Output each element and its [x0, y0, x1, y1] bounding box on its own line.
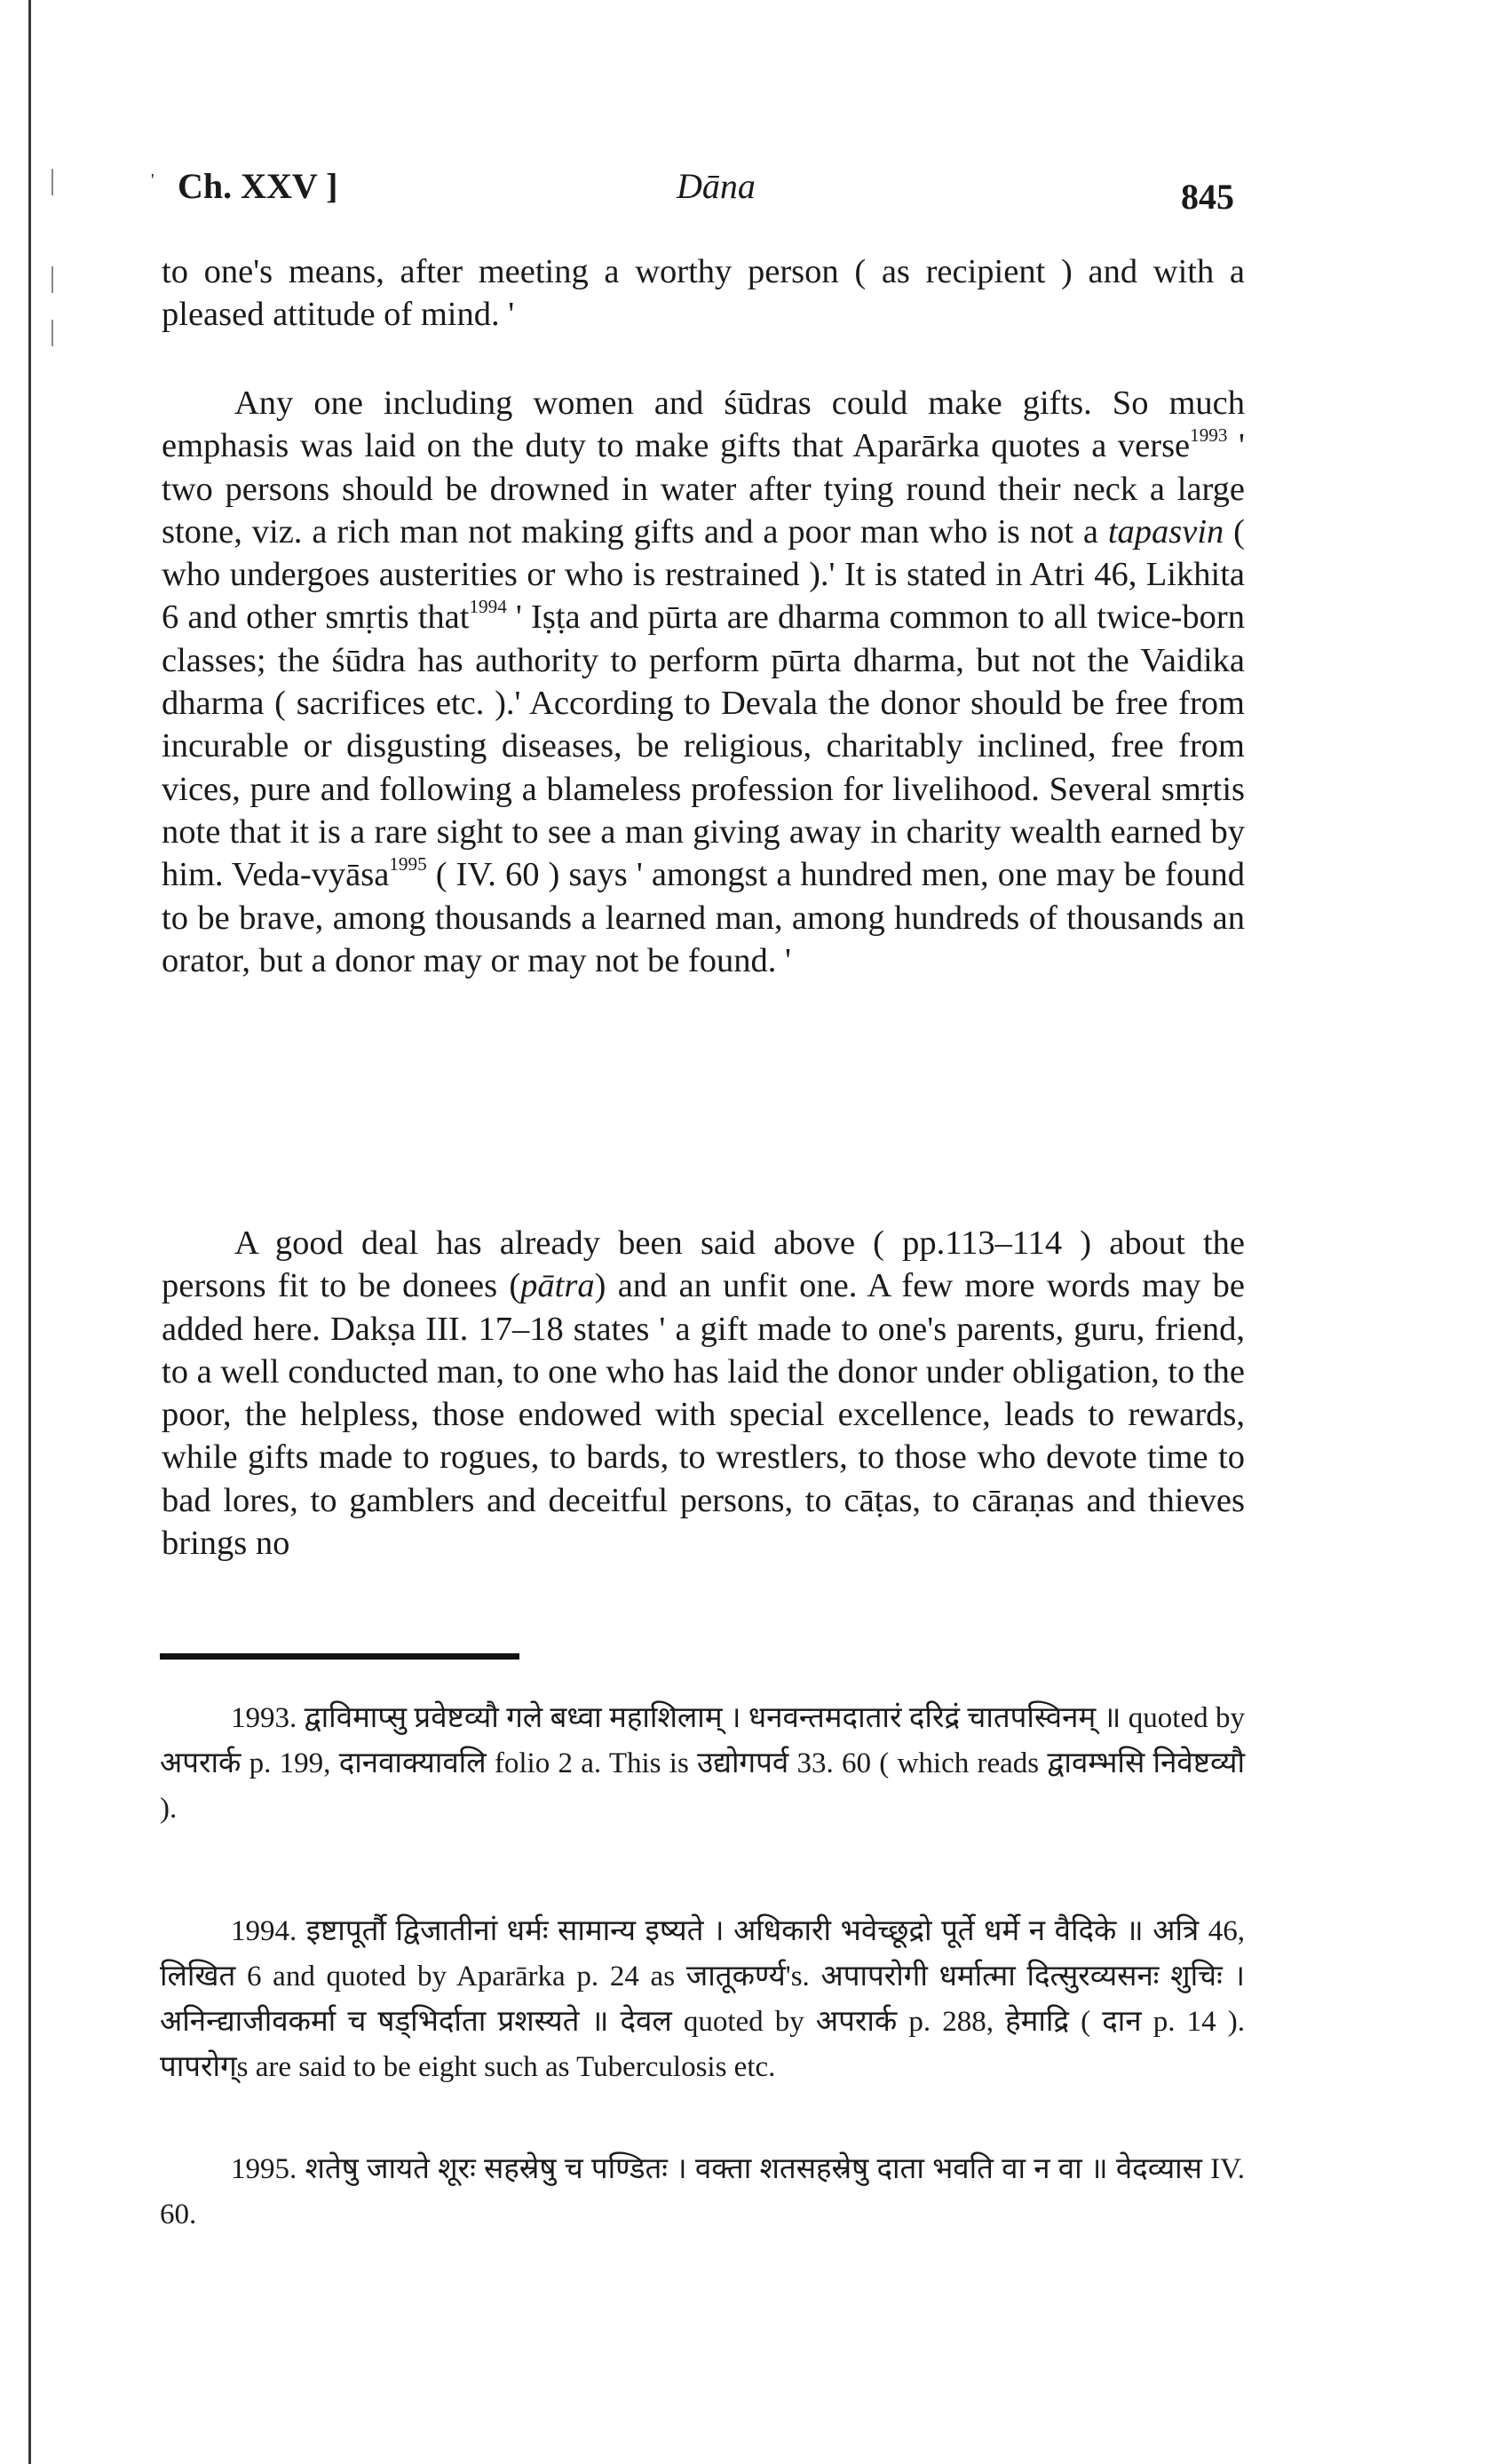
footnote-ref-1993[interactable]: 1993	[1190, 424, 1228, 447]
footnote-body: इष्टापूर्तौ द्विजातीनां धर्मः सामान्य इष्यते । अधिकारी भवेच्छूद्रो पूर्ते धर्मे न वैदिके ॥ अत्रि 46, लिखित 6 and quoted by Aparārka p. 24 as जातूकर्ण्य's. अपापरोगी धर्मात्मा दित्सुरव्यसनः शुचिः । अनिन्द्याजीवकर्मा च षड्भिर्दाता प्रशस्यते ॥ देवल quoted by अपरार्क p. 288, हेमाद्रि ( दान p. 14 ). पापरोग्s are said to be eight such as Tuberculosis etc.	[160, 1915, 1246, 2083]
footnote-number: 1993.	[231, 1702, 297, 1734]
page-number: 845	[1181, 177, 1234, 217]
chapter-label: Ch. XXV ]	[178, 166, 338, 206]
header-tick-mark: '	[151, 170, 154, 190]
footnote-text	[160, 1696, 1245, 1832]
margin-mark	[51, 169, 53, 195]
footnote-body: शतेषु जायते शूरः सहस्रेषु च पण्डितः । वक्ता शतसहस्रेषु दाता भवति वा न वा ॥ वेदव्यास IV. 60.	[160, 2153, 1245, 2230]
intro-paragraph	[162, 250, 1245, 337]
paragraph-gifts	[162, 382, 1245, 982]
text-run: ' two persons should be drowned in water after tying round their neck a large stone, viz. a rich man not making gifts and a poor man who is not a	[162, 427, 1245, 551]
text-run: ( who undergoes austerities or who is restrained ).' It is stated in Atri 46, Likhita 6 and other smṛtis that	[162, 512, 1245, 637]
footnote-body: द्वाविमाप्सु प्रवेष्टव्यौ गले बध्वा महाशिलाम् । धनवन्तमदातारं दरिद्रं चातपस्विनम् ॥ quoted by अपरार्क p. 199, दानवाक्यावलि folio 2 a. This is उद्योगपर्व 33. 60 ( which reads द्वावम्भसि निवेष्टव्यौ ).	[160, 1702, 1245, 1825]
term-patra: pātra	[520, 1267, 595, 1305]
footnote-ref-1995[interactable]: 1995	[389, 853, 427, 875]
footnote-text	[160, 1909, 1245, 2090]
text-run: ( IV. 60 ) says ' amongst a hundred men, one may be found to be brave, among thousands a learned man, among hundreds of thousands an orator, but a donor may or may not be found. '	[162, 856, 1245, 979]
page-title: Dāna	[677, 166, 756, 206]
page-binding-line	[28, 0, 31, 2464]
footnote-ref-1994[interactable]: 1994	[469, 596, 507, 618]
footnote-number: 1995.	[231, 2153, 297, 2185]
footnote-1994	[160, 1909, 1245, 2090]
text-run: A good deal has already been said above ( pp.113–114 ) about the persons fit to be donees (	[162, 1224, 1245, 1305]
text-run: Any one including women and śūdras could make gifts. So much emphasis was laid on the duty to make gifts that Aparārka quotes a verse	[162, 384, 1245, 465]
margin-mark	[51, 320, 53, 346]
footnote-text	[160, 2147, 1245, 2238]
page-header	[133, 165, 1287, 218]
margin-mark	[51, 266, 53, 293]
footnote-number: 1994.	[231, 1915, 297, 1947]
paragraph-donees-text	[162, 1222, 1245, 1565]
term-tapasvin: tapasvin	[1107, 512, 1224, 551]
footnote-separator	[160, 1653, 519, 1660]
text-run: ' Iṣṭa and pūrta are dharma common to all twice-born classes; the śūdra has authority to perform pūrta dharma, but not the Vaidika dharma ( sacrifices etc. ).' According to Devala the donor should be free from incurable or disgusting diseases, be religious, charitably inclined, free from vices, pure and following a blameless profession for livelihood. Several smṛtis note that it is a rare sight to see a man giving away in charity wealth earned by him. Veda-vyāsa	[162, 598, 1245, 894]
footnote-1995	[160, 2147, 1245, 2238]
paragraph-gifts-text	[162, 382, 1245, 982]
text-run: ) and an unfit one. A few more words may be added here. Dakṣa III. 17–18 states ' a gift made to one's parents, guru, friend, to a well conducted man, to one who has laid the donor under obligation, to the poor, the helpless, those endowed with special excellence, leads to rewards, while gifts made to rogues, to bards, to wrestlers, to those who devote time to bad lores, to gamblers and deceitful persons, to cāṭas, to cāraṇas and thieves brings no	[162, 1267, 1246, 1563]
paragraph-donees	[162, 1222, 1245, 1565]
intro-text: to one's means, after meeting a worthy person ( as recipient ) and with a pleased attitude of mind. '	[162, 253, 1245, 334]
footnote-1993	[160, 1696, 1245, 1832]
